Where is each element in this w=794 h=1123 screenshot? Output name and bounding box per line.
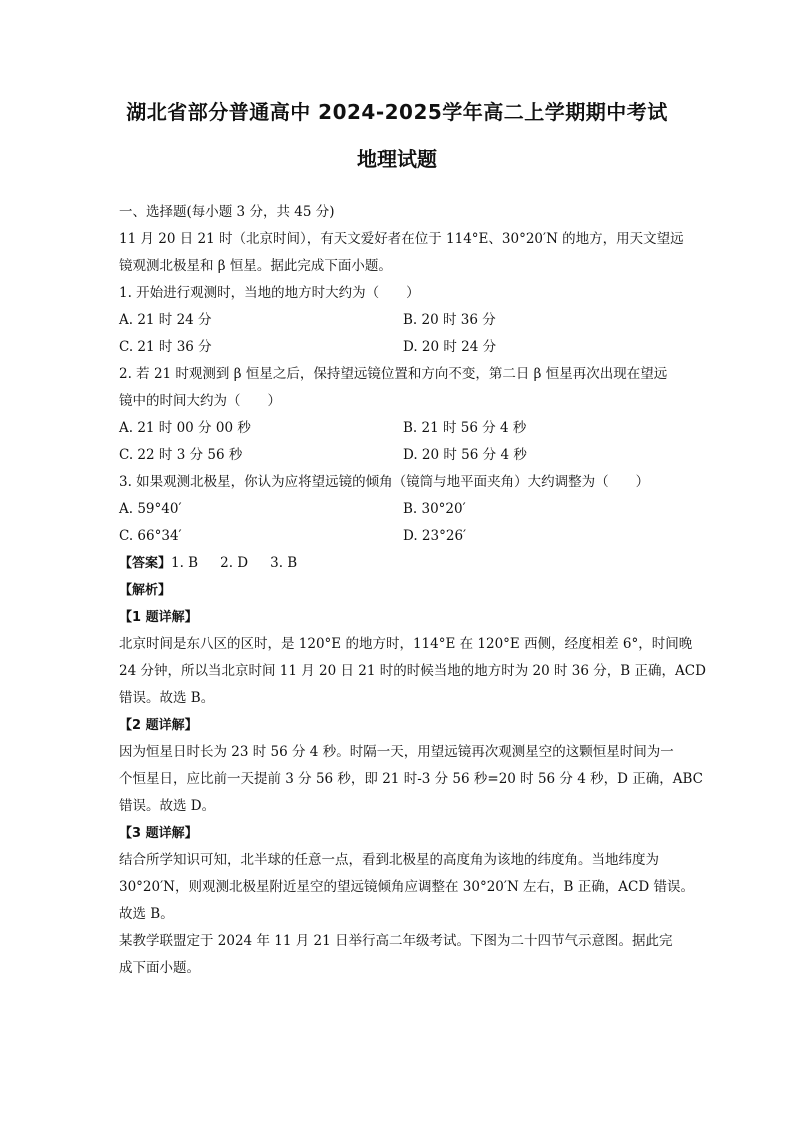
question-1-option-b: B. 20 时 36 分 xyxy=(403,312,496,328)
next-intro-line: 成下面小题。 xyxy=(119,960,200,976)
next-intro-line: 某教学联盟定于 2024 年 11 月 21 日举行高二年级考试。下图为二十四节气示意图。据此完 xyxy=(119,933,673,949)
intro-line: 11 月 20 日 21 时（北京时间），有天文爱好者在位于 114°E、30°20′N 的地方，用天文望远 xyxy=(119,231,684,247)
question-2-option-a: A. 21 时 00 分 00 秒 xyxy=(119,420,251,436)
question-2-option-d: D. 20 时 56 分 4 秒 xyxy=(403,447,527,463)
question-2-option-c: C. 22 时 3 分 56 秒 xyxy=(119,447,243,463)
question-3-options-row xyxy=(119,523,681,550)
answer-line xyxy=(119,550,681,577)
question-1-option-c: C. 21 时 36 分 xyxy=(119,339,212,355)
question-3-stem: 3. 如果观测北极星，你认为应将望远镜的倾角（镜筒与地平面夹角）大约调整为（ ） xyxy=(119,474,650,490)
question-2-options-row xyxy=(119,415,681,442)
question-2-stem: 镜中的时间大约为（ ） xyxy=(119,393,281,409)
question-3-options-row xyxy=(119,496,681,523)
question-3-option-a: A. 59°40′ xyxy=(119,501,182,517)
question-1-options-row xyxy=(119,307,681,334)
detail-2-text: 个恒星日，应比前一天提前 3 分 56 秒，即 21 时-3 分 56 秒=20 时 56 分 4 秒，D 正确，ABC xyxy=(119,771,703,787)
question-1-option-a: A. 21 时 24 分 xyxy=(119,312,212,328)
question-1-stem: 1. 开始进行观测时，当地的地方时大约为（ ） xyxy=(119,285,420,301)
answer-item: 1. B xyxy=(171,555,199,571)
page-title: 湖北省部分普通高中 2024-2025学年高二上学期期中考试 xyxy=(126,100,668,124)
detail-1-text: 24 分钟，所以当北京时间 11 月 20 日 21 时的时候当地的地方时为 20 时 36 分，B 正确，ACD xyxy=(119,663,706,679)
detail-1-label: 【1 题详解】 xyxy=(119,610,198,625)
answer-label: 【答案】 xyxy=(119,556,172,571)
question-3-option-c: C. 66°34′ xyxy=(119,528,182,544)
detail-3-text: 30°20′N，则观测北极星附近星空的望远镜倾角应调整在 30°20′N 左右，B 正确，ACD 错误。 xyxy=(119,879,694,895)
question-1-options-row xyxy=(119,334,681,361)
detail-1-text: 错误。故选 B。 xyxy=(119,690,215,706)
question-3-option-d: D. 23°26′ xyxy=(403,528,467,544)
question-1-option-d: D. 20 时 24 分 xyxy=(403,339,497,355)
intro-line: 镜观测北极星和 β 恒星。据此完成下面小题。 xyxy=(119,258,392,274)
question-3-option-b: B. 30°20′ xyxy=(403,501,466,517)
section-heading: 一、选择题(每小题 3 分，共 45 分) xyxy=(119,204,335,220)
detail-3-label: 【3 题详解】 xyxy=(119,826,198,841)
analysis-label: 【解析】 xyxy=(119,583,172,598)
answer-item: 3. B xyxy=(270,555,298,571)
question-2-option-b: B. 21 时 56 分 4 秒 xyxy=(403,420,527,436)
detail-2-text: 因为恒星日时长为 23 时 56 分 4 秒。时隔一天，用望远镜再次观测星空的这颗恒星时间为一 xyxy=(119,744,674,760)
page-subtitle: 地理试题 xyxy=(357,147,437,171)
document-body xyxy=(119,199,706,982)
detail-3-text: 结合所学知识可知，北半球的任意一点，看到北极星的高度角为该地的纬度角。当地纬度为 xyxy=(119,852,659,868)
answer-item: 2. D xyxy=(220,555,249,571)
detail-2-text: 错误。故选 D。 xyxy=(119,798,216,814)
detail-2-label: 【2 题详解】 xyxy=(119,718,198,733)
detail-1-text: 北京时间是东八区的区时，是 120°E 的地方时，114°E 在 120°E 西侧，经度相差 6°，时间晚 xyxy=(119,636,693,652)
question-2-options-row xyxy=(119,442,681,469)
detail-3-text: 故选 B。 xyxy=(119,906,174,922)
question-2-stem: 2. 若 21 时观测到 β 恒星之后，保持望远镜位置和方向不变，第二日 β 恒星再次出现在望远 xyxy=(119,366,668,382)
